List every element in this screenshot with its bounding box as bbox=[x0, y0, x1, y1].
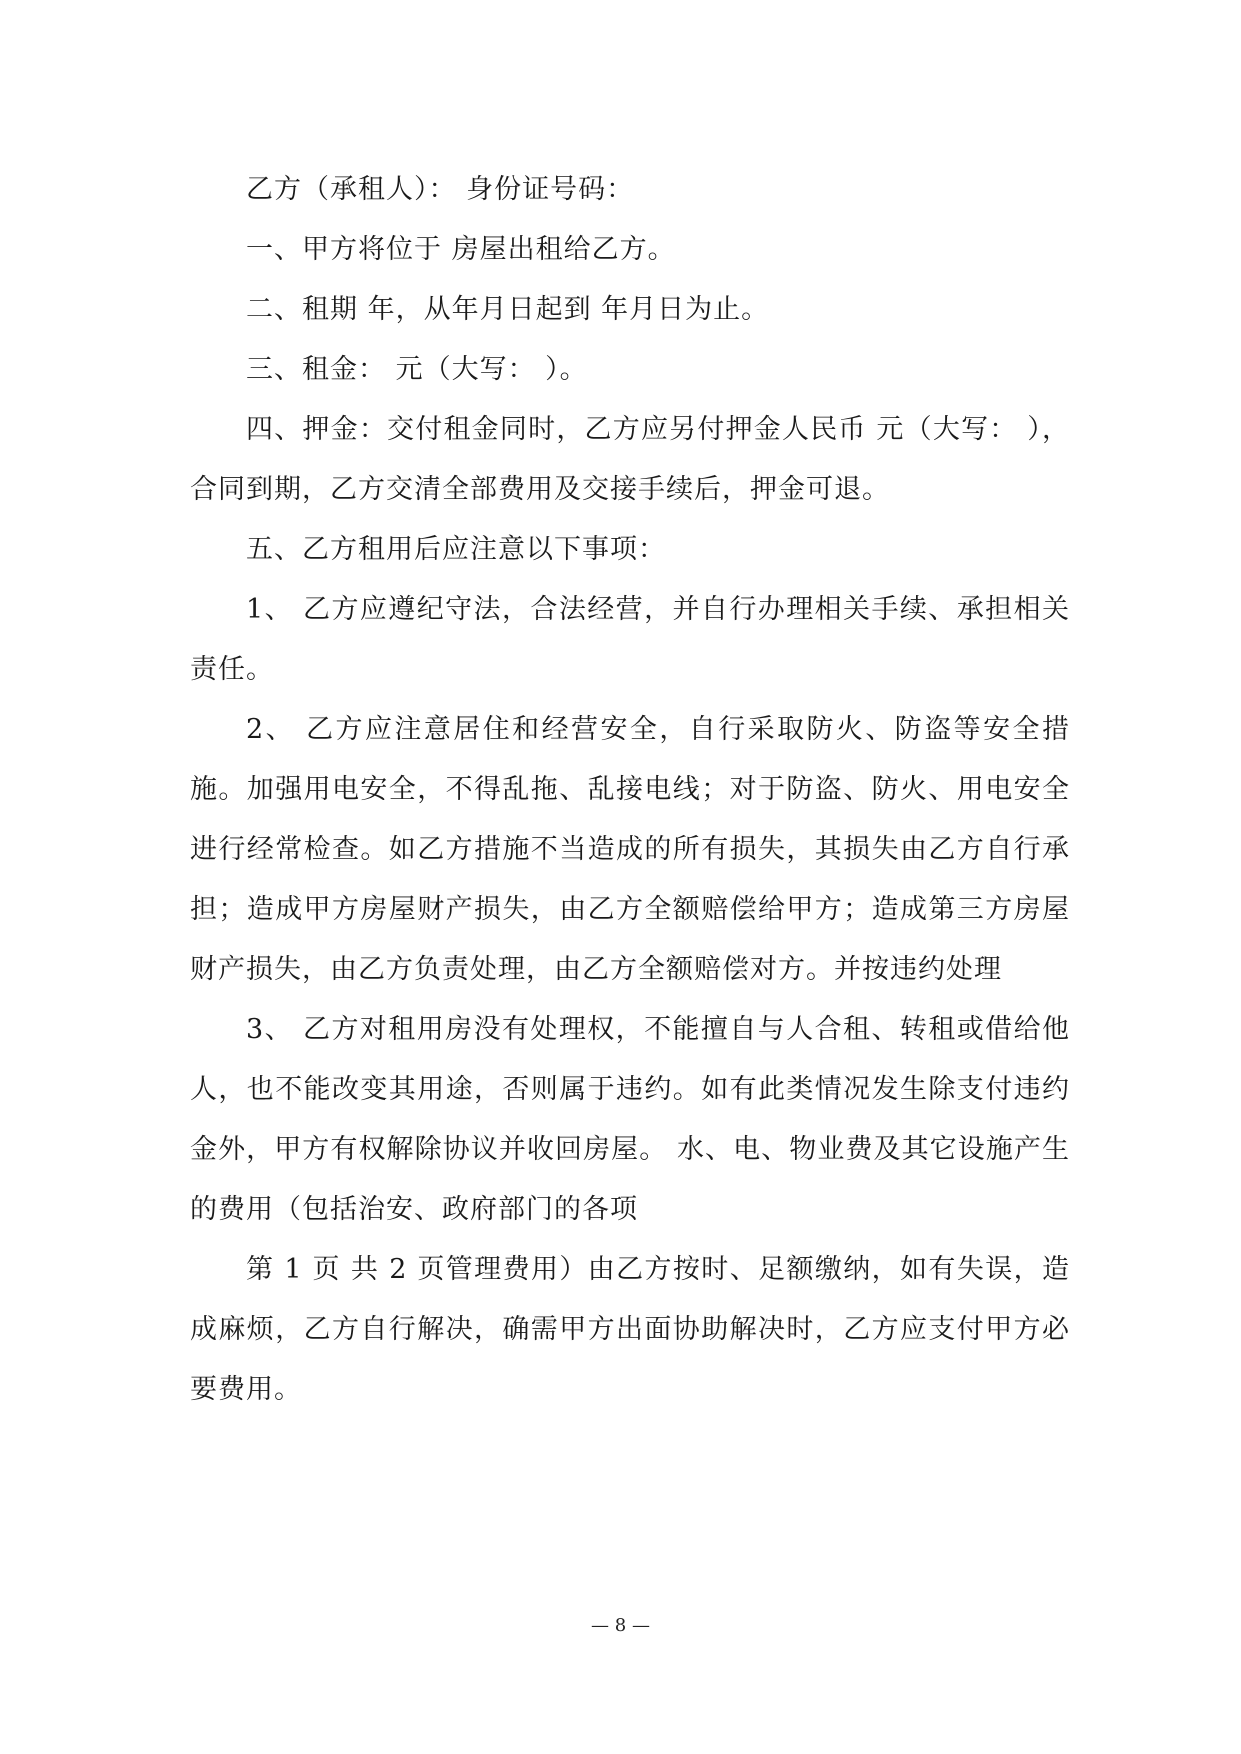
clause-5-item-3-continued: 第 1 页 共 2 页管理费用）由乙方按时、足额缴纳，如有失误，造成麻烦，乙方自行解决，确需甲方出面协助解决时，乙方应支付甲方必要费用。 bbox=[190, 1254, 1070, 1405]
party-b-line: 乙方（承租人）： 身份证号码： bbox=[246, 174, 635, 205]
clause-5: 五、乙方租用后应注意以下事项： bbox=[246, 534, 666, 565]
clause-5-item-1: 1、 乙方应遵纪守法，合法经营，并自行办理相关手续、承担相关责任。 bbox=[190, 594, 1070, 685]
clause-1: 一、甲方将位于 房屋出租给乙方。 bbox=[246, 234, 676, 265]
clause-4: 四、押金：交付租金同时，乙方应另付押金人民币 元（大写： ），合同到期，乙方交清全部费用及交接手续后，押金可退。 bbox=[190, 414, 1070, 505]
clause-5-item-2: 2、 乙方应注意居住和经营安全，自行采取防火、防盗等安全措施。加强用电安全，不得乱拖、乱接电线；对于防盗、防火、用电安全进行经常检查。如乙方措施不当造成的所有损失，其损失由乙方自行承担；造成甲方房屋财产损失，由乙方全额赔偿给甲方；造成第三方房屋财产损失，由乙方负责处理，由乙方全额赔偿对方。并按违约处理 bbox=[190, 714, 1070, 985]
page-number-footer: — 8 — bbox=[591, 1615, 650, 1636]
clause-3: 三、租金： 元（大写： ）。 bbox=[246, 354, 588, 385]
clause-5-item-3: 3、 乙方对租用房没有处理权，不能擅自与人合租、转租或借给他人，也不能改变其用途，否则属于违约。如有此类情况发生除支付违约金外，甲方有权解除协议并收回房屋。 水、电、物业费及其它设施产生的费用（包括治安、政府部门的各项 bbox=[190, 1014, 1070, 1225]
document-body bbox=[190, 160, 1070, 1420]
clause-2: 二、租期 年，从年月日起到 年月日为止。 bbox=[246, 294, 770, 325]
